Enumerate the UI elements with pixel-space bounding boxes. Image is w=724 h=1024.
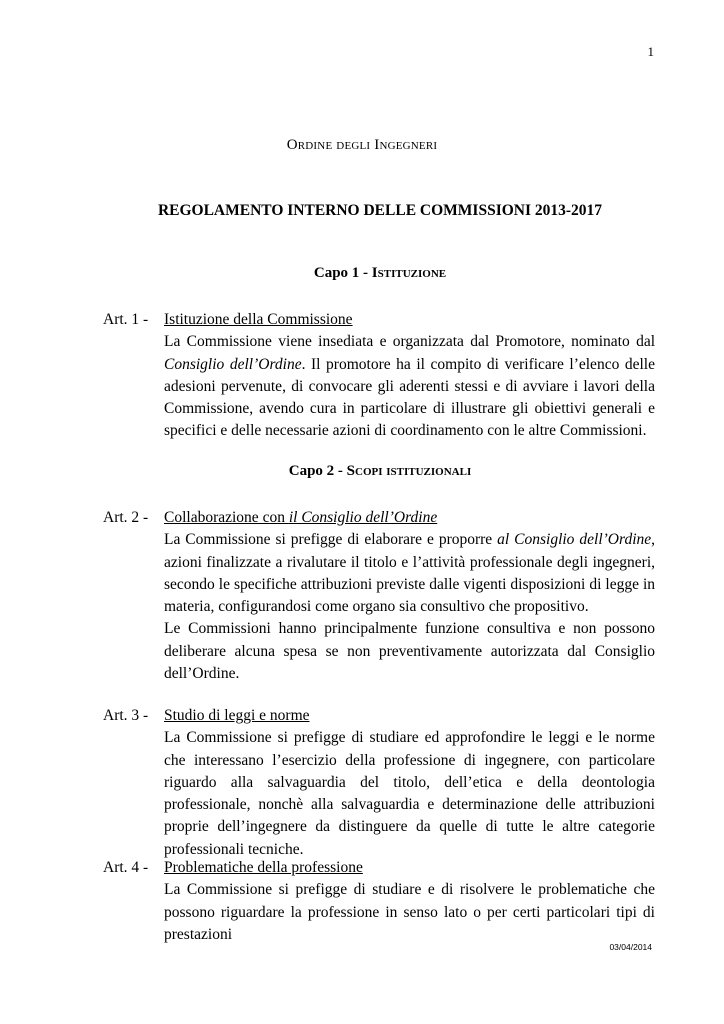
article-2-paragraph-2: Le Commissioni hanno principalmente funzione consultiva e non possono deliberare alcuna spesa se non preventivamente autorizzata dal Consiglio dell’Ordine. (164, 620, 655, 683)
footer-date: 03/04/2014 (609, 942, 652, 952)
article-2-italic-ref: al Consiglio dell’Ordine (497, 531, 652, 549)
article-1-italic-ref: Consiglio dell’Ordine (164, 355, 302, 373)
article-3-heading: Studio di leggi e norme (164, 707, 310, 724)
article-2-text (164, 529, 655, 618)
article-4-label: Art. 4 - (103, 859, 149, 876)
article-4-text: La Commissione si prefigge di studiare e di risolvere le problematiche che possono riguardare la professione in senso lato o per certi particolari tipi di prestazioni (164, 881, 655, 943)
chapter-2-prefix: Capo 2 - (288, 463, 347, 479)
chapter-2-heading (0, 463, 724, 480)
article-4-heading: Problematiche della professione (164, 859, 363, 876)
page-number: 1 (647, 44, 654, 59)
article-1-label: Art. 1 - (103, 311, 149, 328)
chapter-1-title: Istituzione (371, 265, 447, 281)
article-1-text-a: La Commissione viene insediata e organizzata dal Promotore, nominato dal (164, 333, 655, 351)
article-2-text-b: , azioni finalizzate a rivalutare il titolo e l’attività professionale degli ingegneri, secondo le specifiche attribuzioni previste dalle vigenti disposizioni di legge in materia, configurandosi come organo sia consultivo che propositivo. (164, 531, 656, 616)
article-2-heading (164, 507, 655, 529)
article-2-heading-plain: Collaborazione con (164, 509, 289, 526)
chapter-2-title: Scopi istituzionali (346, 463, 472, 479)
article-1-text (164, 331, 655, 442)
article-1 (164, 309, 655, 443)
article-2-text-a: La Commissione si prefigge di elaborare e proporre (164, 531, 498, 549)
article-4 (164, 857, 655, 946)
article-3 (164, 705, 655, 861)
article-3-label: Art. 3 - (103, 707, 149, 724)
chapter-1-heading (0, 265, 724, 282)
article-1-text-b: . Il promotore ha il compito di verificare l’elenco delle adesioni pervenute, di convocare gli aderenti stessi e di avviare i lavori della Commissione, avendo cura in particolare di illustrare gli obiettivi generali e specifici e delle necessarie azioni di coordinamento con le altre Commissioni. (164, 355, 655, 440)
article-2-label: Art. 2 - (103, 509, 149, 526)
article-2 (164, 507, 655, 685)
article-2-heading-italic: il Consiglio dell’Ordine (288, 509, 438, 526)
document-title: REGOLAMENTO INTERNO DELLE COMMISSIONI 2013-2017 (157, 202, 603, 219)
article-1-heading: Istituzione della Commissione (164, 311, 353, 328)
article-3-text: La Commissione si prefigge di studiare ed approfondire le leggi e le norme che interessano l’esercizio della professione di ingegnere, con particolare riguardo alla salvaguardia del titolo, dell’etica e della deontologia professionale, nonchè alla salvaguardia e determinazione delle attribuzioni proprie dell’ingegnere da distinguere da quelle di tutte le altre categorie professionali tecniche. (164, 729, 655, 858)
chapter-1-prefix: Capo 1 - (313, 265, 372, 281)
organization-name: Ordine degli Ingegneri (286, 137, 438, 153)
